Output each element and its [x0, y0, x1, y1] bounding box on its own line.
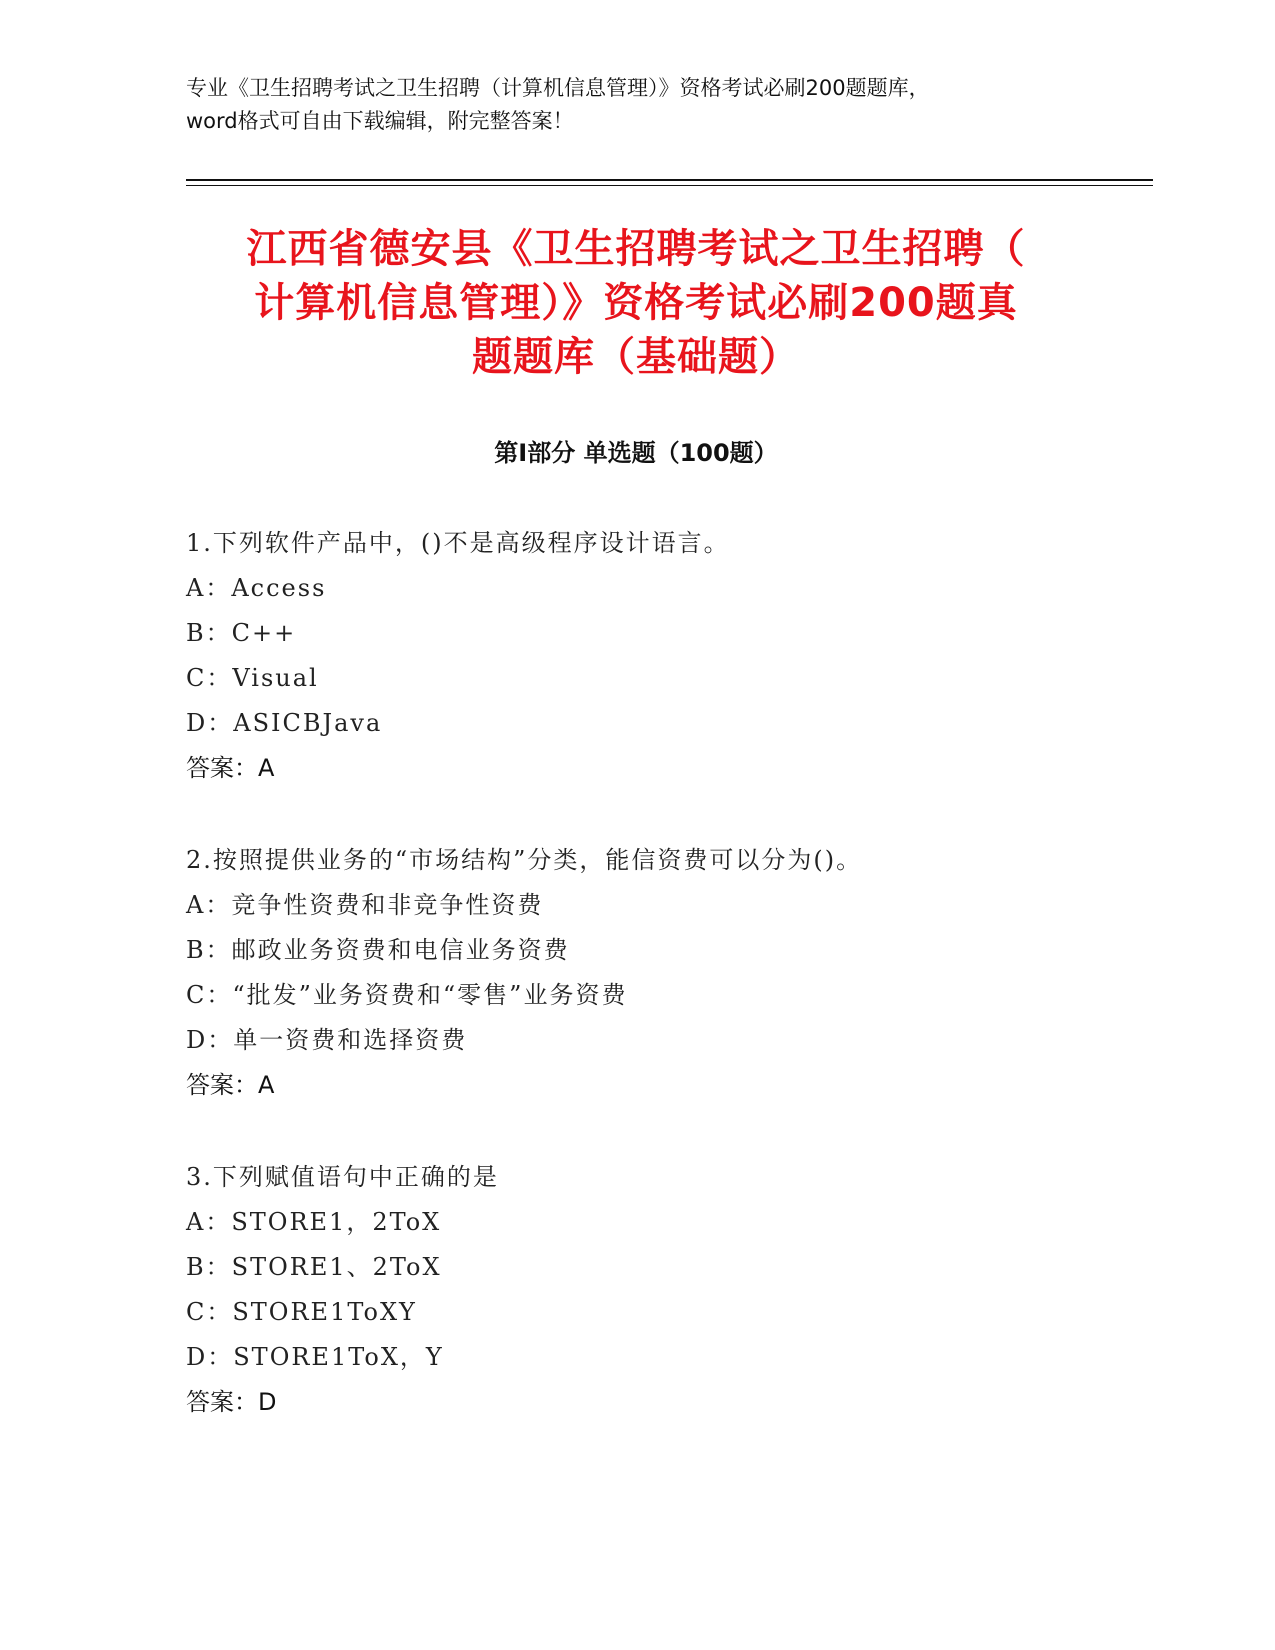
header-note-line: 专业《卫生招聘考试之卫生招聘（计算机信息管理）》资格考试必刷200题题库，	[186, 76, 930, 100]
header-note-line: word格式可自由下载编辑，附完整答案！	[186, 109, 574, 133]
question-answer: 答案：A	[186, 754, 275, 782]
question-option: D：ASICBJava	[186, 709, 383, 737]
question-option: C：“批发”业务资费和“零售”业务资费	[186, 981, 628, 1009]
header-note	[186, 72, 1086, 138]
question-item	[186, 1155, 1086, 1425]
document-title-line: 计算机信息管理）》资格考试必刷200题真	[254, 280, 1018, 326]
question-option: C：STORE1ToXY	[186, 1298, 417, 1326]
question-option: D：单一资费和选择资费	[186, 1026, 468, 1054]
question-option: C：Visual	[186, 664, 319, 692]
question-stem: 3.下列赋值语句中正确的是	[186, 1163, 499, 1191]
question-answer: 答案：D	[186, 1388, 277, 1416]
question-answer: 答案：A	[186, 1071, 275, 1099]
question-item	[186, 838, 1086, 1108]
document-title-line: 江西省德安县《卫生招聘考试之卫生招聘（	[246, 226, 1026, 272]
question-option: B：C++	[186, 619, 297, 647]
question-option: B：邮政业务资费和电信业务资费	[186, 936, 570, 964]
question-option: A：Access	[186, 574, 327, 602]
document-title-line: 题题库（基础题）	[472, 334, 800, 380]
section-heading: 第Ⅰ部分 单选题（100题）	[494, 439, 778, 467]
question-option: A：STORE1，2ToX	[186, 1208, 442, 1236]
document-title	[186, 222, 1086, 384]
question-stem: 2.按照提供业务的“市场结构”分类，能信资费可以分为()。	[186, 846, 863, 874]
header-divider-thin	[186, 185, 1153, 186]
question-option: A：竞争性资费和非竞争性资费	[186, 891, 544, 919]
question-stem: 1.下列软件产品中，()不是高级程序设计语言。	[186, 529, 730, 557]
header-divider-thick	[186, 179, 1153, 181]
question-item	[186, 521, 1086, 791]
question-option: B：STORE1、2ToX	[186, 1253, 442, 1281]
question-option: D：STORE1ToX，Y	[186, 1343, 444, 1371]
